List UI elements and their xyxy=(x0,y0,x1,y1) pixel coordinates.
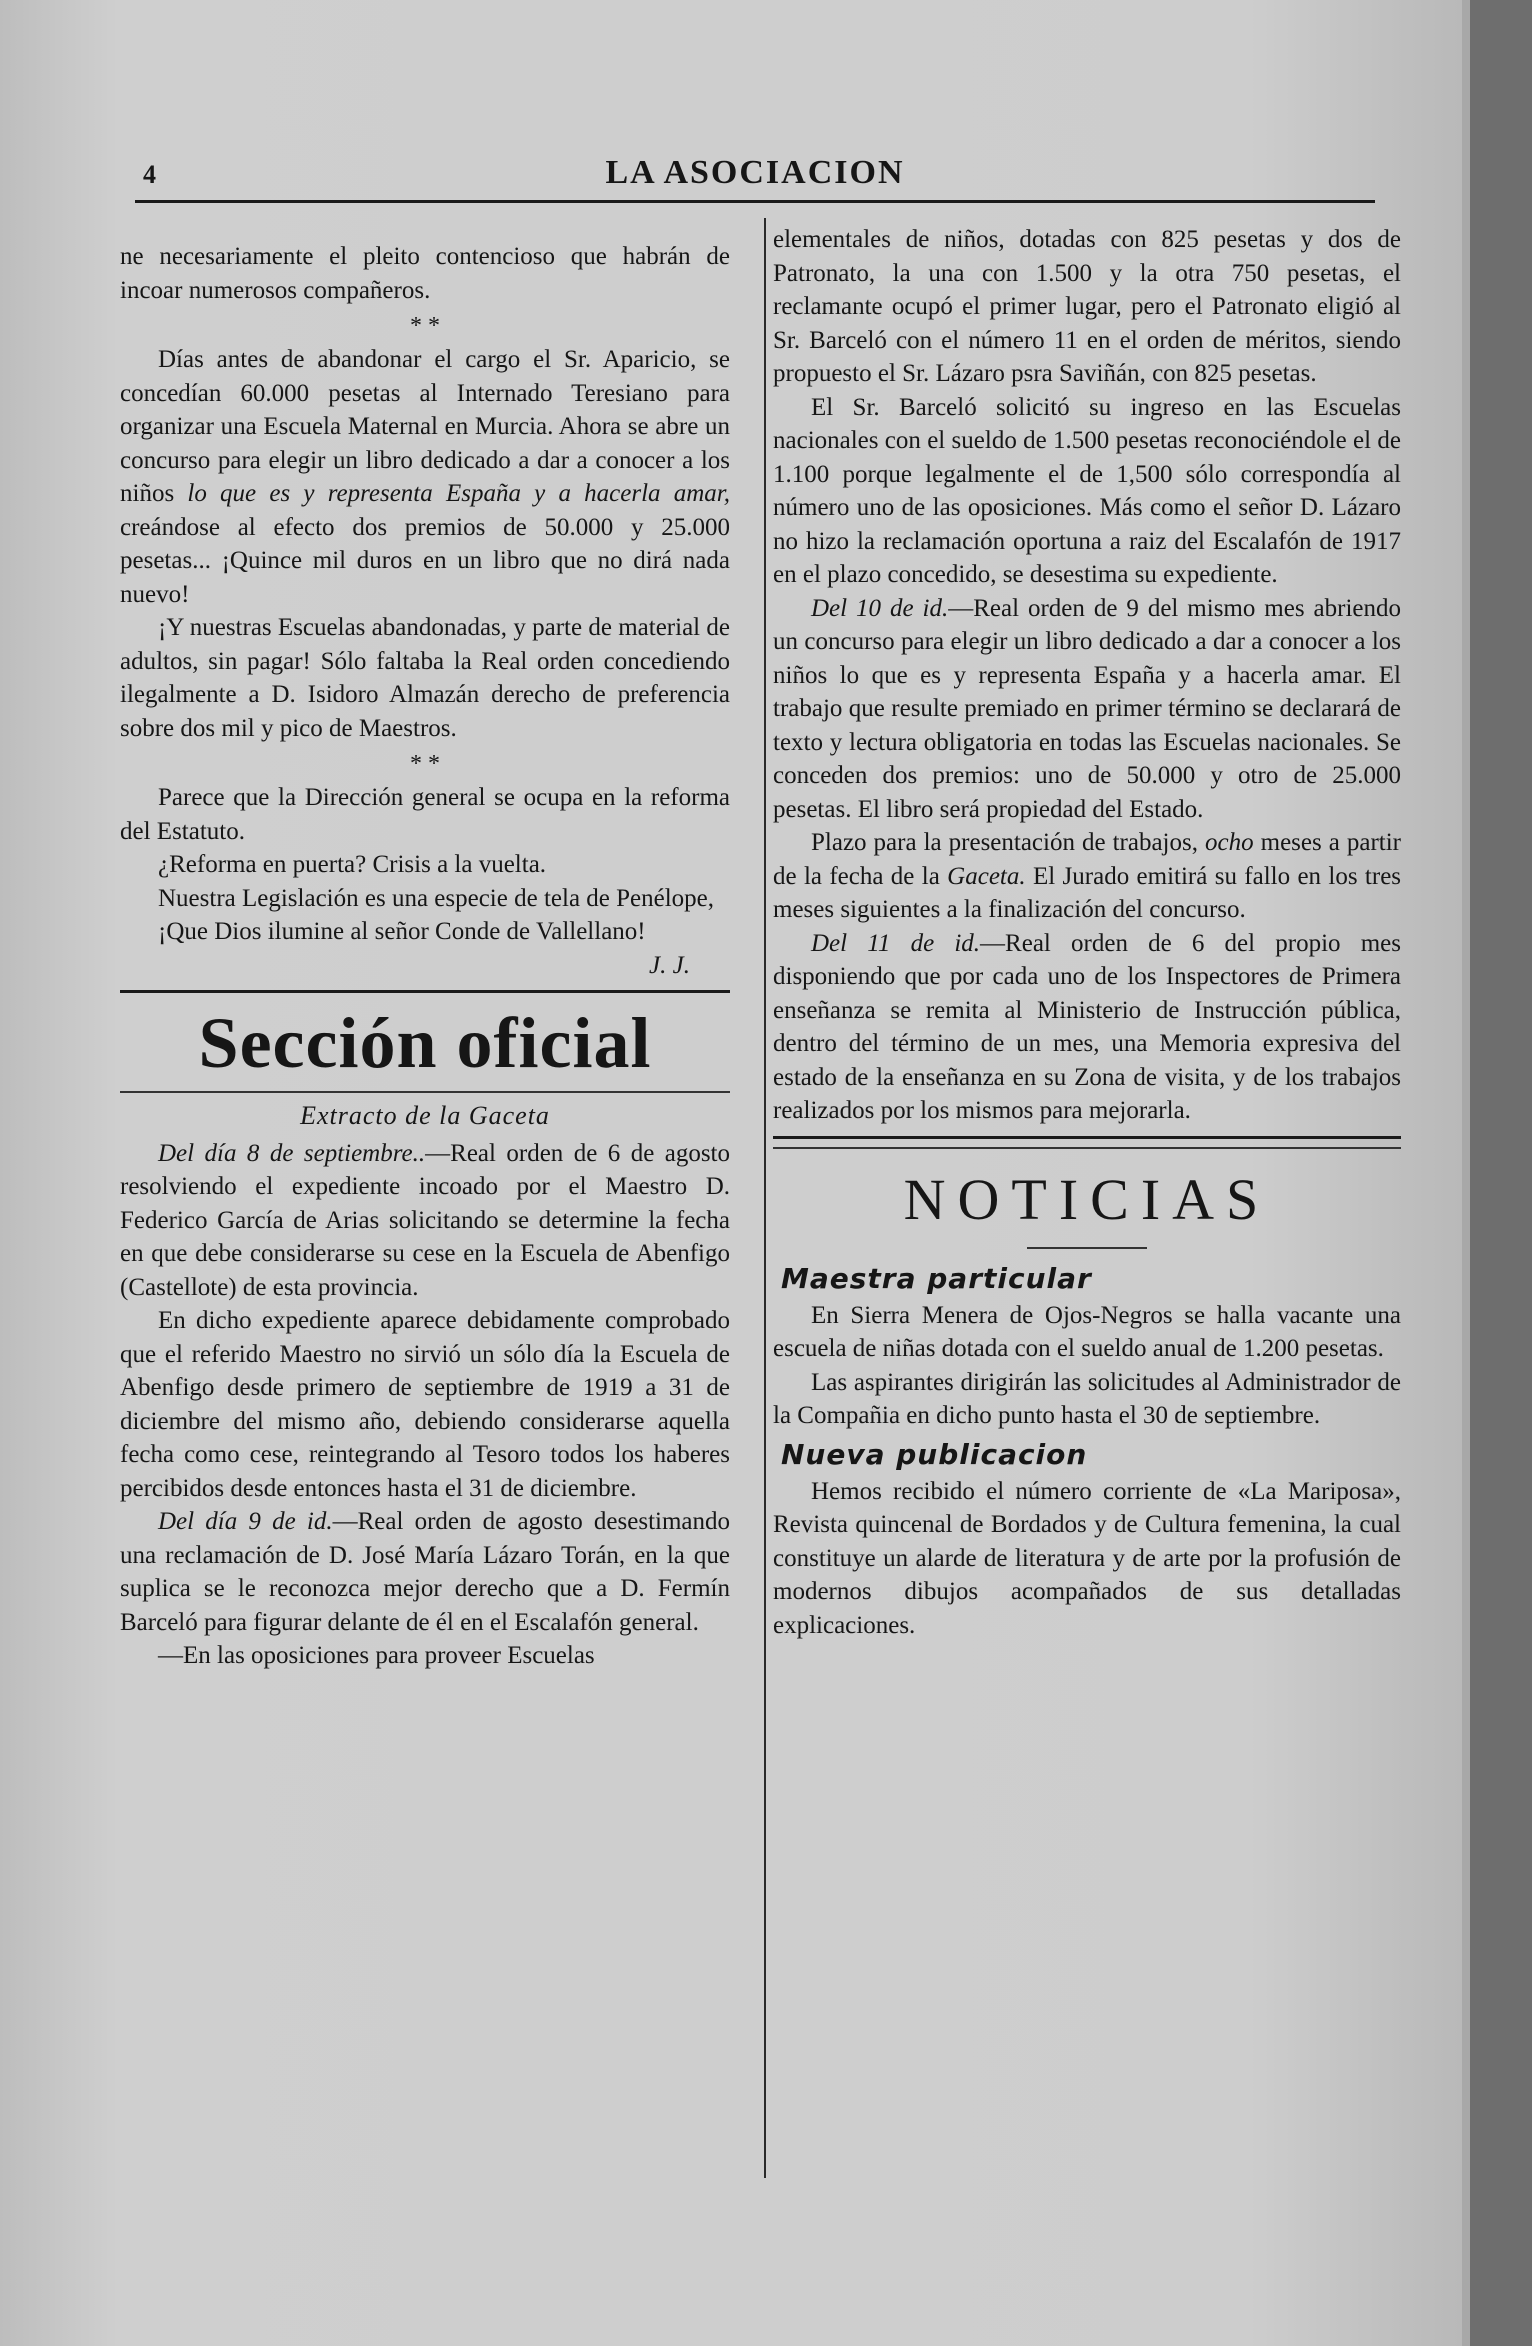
page-edge xyxy=(1470,0,1532,2346)
entry-date: Del día 9 de id. xyxy=(158,1508,333,1535)
noticias-title: NOTICIAS xyxy=(903,1166,1271,1232)
paragraph: Nuestra Legislación es una especie de tela de Penélope, xyxy=(158,884,715,912)
paragraph: Parece que la Dirección general se ocupa en la reforma del Estatuto. xyxy=(120,784,730,845)
header-rule xyxy=(135,200,1375,203)
paragraph xyxy=(120,1137,730,1305)
paragraph: ne necesariamente el pleito contencioso que habrán de incoar numerosos compañeros. xyxy=(120,243,730,304)
page-header xyxy=(135,148,1375,198)
section-rule xyxy=(120,1091,730,1093)
italic-text: lo que es y representa España y a hacerla amar, xyxy=(187,480,731,507)
column-divider xyxy=(764,218,766,2178)
section-stars: * * xyxy=(410,313,440,339)
italic-text: Gaceta. xyxy=(947,862,1026,890)
text-run: —Real orden de 9 del mismo mes abriendo un concurso para elegir un libro dedicado a dar a conocer a los niños lo que es y representa España y a hacerla amar. El trabajo que resulte premiado en primer término se declarará de texto y lectura obligatoria en todas las Escuelas nacionales. Se conceden dos premios: uno de 50.000 y otro de 25.000 pesetas. El libro será propiedad del Estado. xyxy=(773,594,1401,823)
paragraph: Las aspirantes dirigirán las solicitudes al Administrador de la Compañia en dicho punto hasta el 30 de septiembre. xyxy=(773,1368,1401,1429)
paragraph: En Sierra Menera de Ojos-Negros se halla vacante una escuela de niñas dotada con el sueldo anual de 1.200 pesetas. xyxy=(773,1301,1401,1362)
text-run: —Real orden de agosto desestimando una reclamación de D. José María Lázaro Torán, en la que suplica se le reconozca mejor derecho que a D. Fermín Barceló para figurar delante de él en el Escalafón general. xyxy=(120,1508,730,1636)
paragraph: elementales de niños, dotadas con 825 pesetas y dos de Patronato, la una con 1.500 y la otra 750 pesetas, el reclamante ocupó el primer lugar, pero el Patronato eligió al Sr. Barceló con el número 11 en el orden de méritos, siendo propuesto el Sr. Lázaro psra Saviñán, con 825 pesetas. xyxy=(773,226,1401,387)
paragraph: ¡Que Dios ilumine al señor Conde de Vallellano! xyxy=(158,918,646,945)
right-column xyxy=(773,223,1401,1642)
paragraph xyxy=(120,1505,730,1639)
author-signature: J. J. xyxy=(649,951,690,979)
text-run: Plazo para la presentación de trabajos, xyxy=(811,829,1198,856)
paragraph xyxy=(773,826,1401,927)
text-run: Días antes de abandonar el cargo el Sr. Aparicio, se concedían 60.000 pesetas al Internado Teresiano para organizar una Escuela Maternal en Murcia. Ahora se abre un concurso para elegir un libro dedicado a dar a conocer a los niños xyxy=(120,346,730,507)
text-run: meses a partir de la fecha de la xyxy=(773,829,1401,890)
section-subhead: Extracto de la Gaceta xyxy=(300,1101,550,1130)
paragraph xyxy=(120,343,730,611)
section-title: Sección oficial xyxy=(198,1003,652,1083)
notice-heading: Nueva publicacion xyxy=(781,1437,1088,1471)
text-run: creándose al efecto dos premios de 50.000 y 25.000 pesetas... ¡Quince mil duros en un libro que no dirá nada nuevo! xyxy=(120,513,730,608)
entry-date: Del 10 de id. xyxy=(811,594,949,622)
paragraph: En dicho expediente aparece debidamente comprobado que el referido Maestro no sirvió un sólo día la Escuela de Abenfigo desde primero de septiembre de 1919 a 31 de diciembre del mismo año, debiendo considerarse aquella fecha como cese, reintegrando al Tesoro todos los haberes percibidos desde entonces hasta el 31 de diciembre. xyxy=(120,1307,730,1502)
paragraph: ¡Y nuestras Escuelas abandonadas, y parte de material de adultos, sin pagar! Sólo faltaba la Real orden concediendo ilegalmente a D. Isidoro Almazán derecho de preferencia sobre dos mil y pico de Maestros. xyxy=(120,614,730,742)
text-run: —Real orden de 6 de agosto resolviendo el expediente incoado por el Maestro D. Federico García de Arias solicitando se determine la fecha en que debe considerarse su cese en la Escuela de Abenfigo (Castellote) de esta provincia. xyxy=(120,1139,730,1301)
section-rule xyxy=(773,1136,1401,1139)
paragraph: El Sr. Barceló solicitó su ingreso en las Escuelas nacionales con el sueldo de 1.500 pesetas reconociéndole el de 1.100 porque legalmente el de 1,500 sólo correspondía al número uno de las oposiciones. Más como el señor D. Lázaro no hizo la reclamación oportuna a raiz del Escalafón de 1917 en el plazo concedido, se desestima su expediente. xyxy=(773,393,1401,588)
paragraph: ¿Reforma en puerta? Crisis a la vuelta. xyxy=(158,851,547,878)
left-column xyxy=(120,240,730,1673)
short-rule xyxy=(1027,1247,1147,1249)
paragraph: Hemos recibido el número corriente de «La Mariposa», Revista quincenal de Bordados y de Cultura femenina, la cual constituye un alarde de literatura y de arte por la profusión de modernos dibujos acompañados de sus detalladas explicaciones. xyxy=(773,1477,1401,1639)
masthead-title: LA ASOCIACION xyxy=(605,154,905,191)
paragraph: —En las oposiciones para proveer Escuelas xyxy=(158,1642,595,1669)
section-rule xyxy=(773,1147,1401,1149)
page-number: 4 xyxy=(143,160,156,189)
paragraph xyxy=(773,927,1401,1128)
section-rule xyxy=(120,990,730,993)
section-stars: * * xyxy=(410,751,440,777)
text-run: —Real orden de 6 del propio mes disponiendo que por cada uno de los Inspectores de Primera enseñanza se remita al Ministerio de Instrucción pública, dentro del término de un mes, una Memoria expresiva del estado de la enseñanza en su Zona de visita, y de los trabajos realizados por los mismos para mejorarla. xyxy=(773,929,1401,1124)
notice-heading: Maestra particular xyxy=(781,1261,1092,1295)
text-run: El Jurado emitirá su fallo en los tres meses siguientes a la finalización del concurso. xyxy=(773,862,1402,923)
italic-text: ocho xyxy=(1205,829,1254,856)
entry-date: Del día 8 de septiembre.. xyxy=(158,1139,426,1167)
paragraph xyxy=(773,592,1401,827)
entry-date: Del 11 de id. xyxy=(811,929,981,957)
